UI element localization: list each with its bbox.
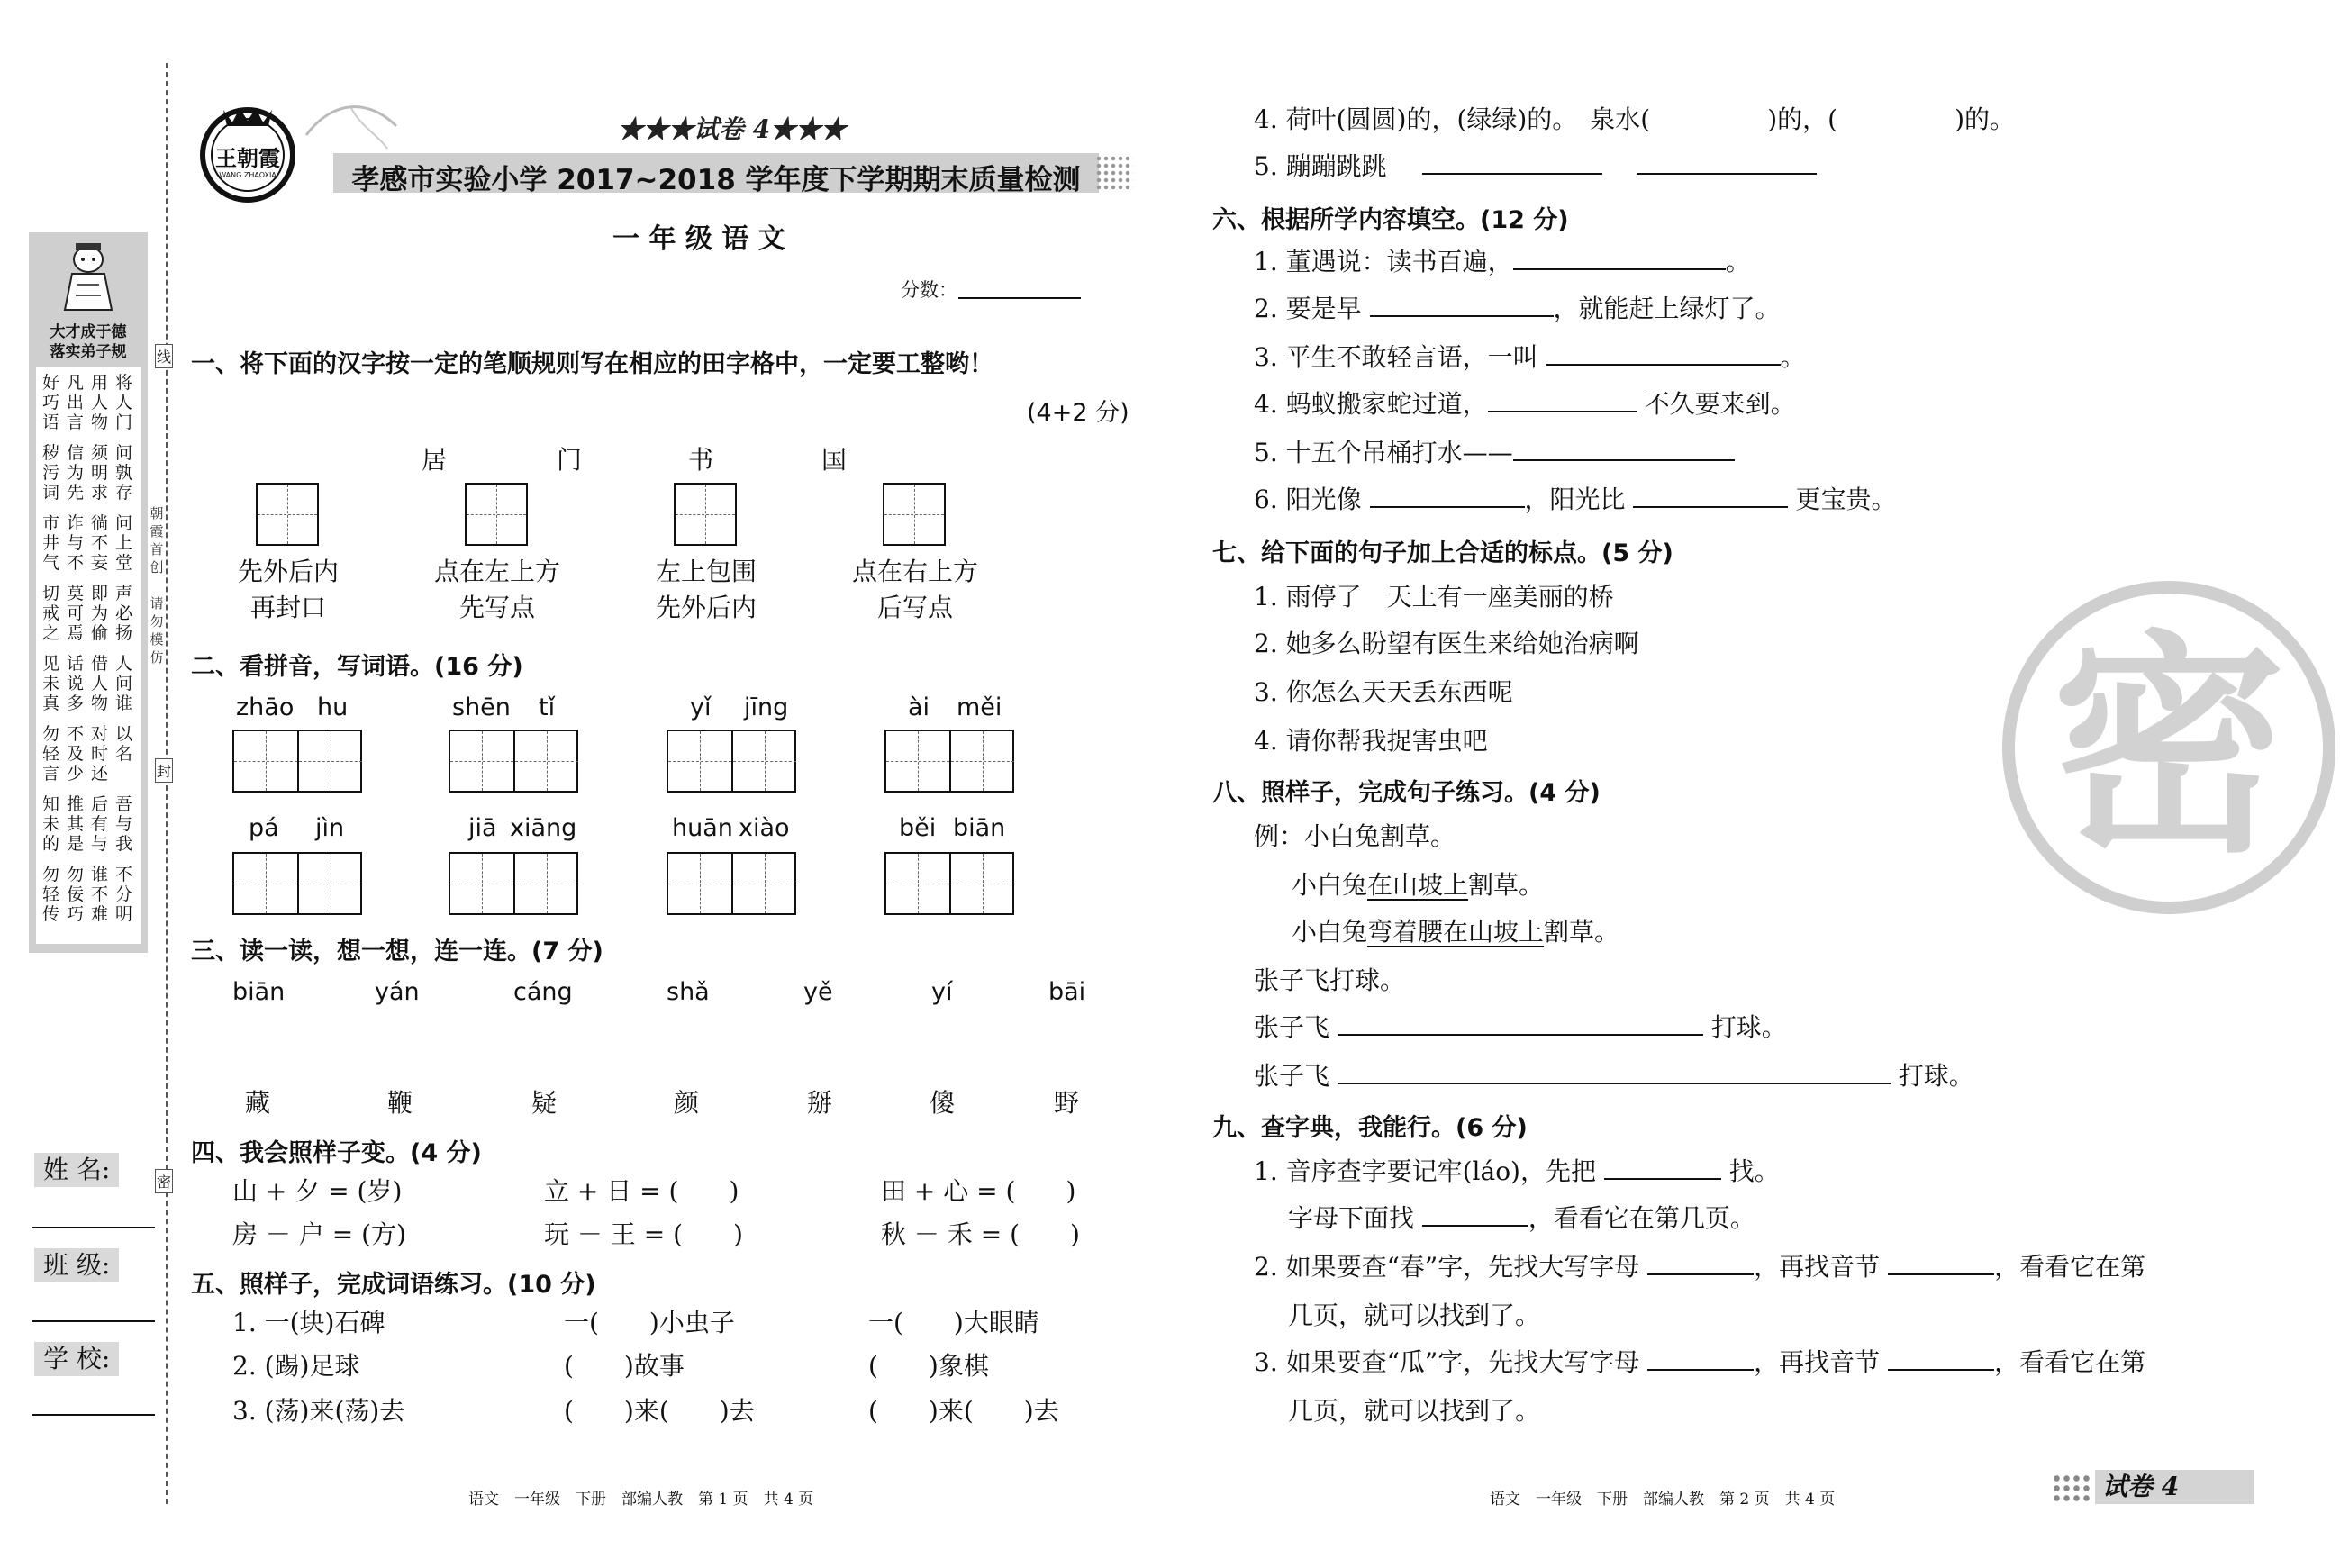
answer-blank[interactable]	[1370, 485, 1525, 508]
pinyin: ài	[908, 693, 930, 721]
answer-blank[interactable]	[1637, 151, 1817, 175]
q9-text: ，再找音节	[1754, 1347, 1889, 1377]
q1-rule: 点在右上方	[851, 557, 978, 586]
slogan-1: 大才成于德	[50, 323, 127, 341]
q4-heading: 四、我会照样子变。(4 分)	[191, 1139, 482, 1167]
word-box[interactable]	[884, 852, 1014, 915]
q6-text: 3. 平生不敢轻言语，一叫	[1254, 342, 1546, 372]
q6-text: 1. 董遇说：读书百遍，	[1254, 247, 1513, 276]
q4-item[interactable]: 立 + 日 = ( )	[544, 1176, 739, 1206]
q7-item[interactable]: 4. 请你帮我捉害虫吧	[1254, 726, 1488, 756]
q1-rule: 先写点	[458, 593, 535, 622]
q4-item: 山 + 夕 = (岁)	[232, 1176, 403, 1206]
score-label: 分数：	[901, 279, 957, 301]
school-field[interactable]	[32, 1414, 155, 1416]
q8-text: 打球。	[1702, 1012, 1787, 1042]
pinyin: xiāng	[510, 814, 577, 842]
proverb-column: 诈 与 不	[66, 513, 84, 573]
name-field[interactable]	[32, 1227, 155, 1228]
q9-line: 几页，就可以找到了。	[1288, 1301, 1541, 1330]
answer-blank[interactable]	[1513, 247, 1726, 270]
q9-text: 1. 音序查字要记牢(láo)，先把	[1254, 1156, 1604, 1186]
q8-text: 打球。	[1890, 1061, 1974, 1091]
watermark-text: 密	[2052, 610, 2286, 884]
word-box[interactable]	[449, 852, 578, 915]
proverb-column: 用 人 物	[90, 373, 108, 432]
q7-heading: 七、给下面的句子加上合适的标点。(5 分)	[1212, 539, 1673, 567]
q3-char: 藏	[245, 1088, 271, 1118]
word-box[interactable]	[884, 730, 1014, 793]
side-note: 朝 霞 首 创 请 勿 模 仿	[150, 505, 164, 666]
q6-text: ，就能赶上绿灯了。	[1553, 294, 1781, 323]
proverb-group	[41, 724, 141, 787]
proverb-column: 以 名	[114, 724, 132, 764]
answer-blank[interactable]	[1647, 1252, 1754, 1275]
proverb-column: 好 巧 语	[41, 373, 59, 432]
pinyin: jìn	[315, 814, 345, 842]
q9-text: 找。	[1720, 1156, 1780, 1186]
footer-badge: 试卷 4	[2095, 1470, 2254, 1504]
proverb-group	[41, 654, 141, 717]
q9-text: ，看看它在第	[1994, 1347, 2146, 1377]
q6-item	[1254, 389, 1796, 420]
cut-line	[166, 63, 168, 1504]
q3-char: 傻	[930, 1088, 956, 1118]
q3-char: 颜	[674, 1088, 700, 1118]
proverb-column: 信 为 先	[66, 443, 84, 503]
q9-heading: 九、查字典，我能行。(6 分)	[1212, 1114, 1528, 1142]
pinyin: shēn	[452, 693, 511, 721]
q5-item[interactable]: 一( )大眼睛	[868, 1308, 1039, 1337]
proverb-group	[41, 584, 141, 647]
proverb-column: 声 必 扬	[114, 584, 132, 643]
proverb-column: 勿 轻 言	[41, 724, 59, 784]
proverb-column: 人 问 谁	[114, 654, 132, 713]
pinyin: yán	[375, 978, 420, 1006]
answer-blank[interactable]	[1633, 485, 1788, 508]
q9-text: 2. 如果要查“春”字，先找大写字母	[1254, 1252, 1648, 1282]
q4-item[interactable]: 玩 － 王 = ( )	[544, 1219, 743, 1249]
q8-example-2	[1292, 917, 1619, 947]
q2-heading: 二、看拼音，写词语。(16 分)	[191, 653, 523, 681]
sidebar-strip	[29, 232, 148, 953]
q9-text: ，看看它在第几页。	[1528, 1203, 1755, 1233]
answer-blank[interactable]	[1888, 1252, 1994, 1275]
q6-text: 5. 十五个吊桶打水——	[1254, 438, 1513, 467]
q7-item[interactable]: 3. 你怎么天天丢东西呢	[1254, 677, 1513, 707]
pinyin: biān	[953, 814, 1006, 842]
q6-text: 。	[1725, 247, 1751, 276]
q4-item[interactable]: 田 + 心 = ( )	[881, 1176, 1076, 1206]
q1-heading: 一、将下面的汉字按一定的笔顺规则写在相应的田字格中，一定要工整哟！	[191, 350, 993, 378]
tianzige-box[interactable]	[256, 483, 319, 546]
q3-heading: 三、读一读，想一想，连一连。(7 分)	[191, 938, 603, 965]
title-dots	[1095, 155, 1133, 191]
q8-text: 张子飞	[1254, 1061, 1338, 1091]
q3-char: 鞭	[387, 1088, 413, 1118]
answer-blank[interactable]	[1513, 438, 1735, 461]
answer-blank[interactable]	[1422, 151, 1602, 175]
q6-text: 2. 要是早	[1254, 294, 1370, 323]
q8-example-1	[1292, 870, 1544, 901]
proverb-column: 后 有 与	[90, 794, 108, 854]
subject-title: 一 年 级 语 文	[612, 223, 785, 255]
q1-rule: 后写点	[876, 593, 953, 622]
logo-text: 王朝霞	[215, 145, 280, 171]
score-field[interactable]	[958, 297, 1081, 299]
proverb-column: 徜 不 妄	[90, 513, 108, 573]
mascot-icon	[56, 240, 121, 312]
q6-heading: 六、根据所学内容填空。(12 分)	[1212, 206, 1569, 234]
q1-char: 居	[422, 445, 448, 475]
pinyin: yě	[803, 978, 833, 1006]
q6-text: 6. 阳光像	[1254, 485, 1370, 514]
q3-char: 掰	[807, 1088, 833, 1118]
footer-badge-dots	[2052, 1473, 2091, 1504]
q1-rule: 再封口	[249, 593, 326, 622]
pinyin: hu	[317, 693, 349, 721]
q5-item-4-c: )的。	[1955, 104, 2016, 134]
q8-answer-2	[1254, 1061, 1974, 1092]
answer-blank[interactable]	[1338, 1012, 1703, 1036]
answer-blank[interactable]	[1422, 1203, 1528, 1227]
q9-text: 字母下面找	[1288, 1203, 1422, 1233]
pinyin: yǐ	[690, 693, 712, 721]
pinyin: biān	[232, 978, 286, 1006]
answer-blank[interactable]	[1546, 342, 1781, 366]
q5-item-4-b: )的，(	[1767, 104, 1838, 134]
q5-item: 1. 一(块)石碑	[232, 1308, 385, 1337]
proverb-column: 莫 可 焉	[66, 584, 84, 643]
logo-sub: WANG ZHAOXIA	[219, 171, 277, 179]
answer-blank[interactable]	[1488, 389, 1637, 412]
q6-text: 4. 蚂蚁搬家蛇过道，	[1254, 389, 1488, 419]
proverb-column: 见 未 真	[41, 654, 59, 713]
answer-blank[interactable]	[1370, 294, 1554, 317]
proverb-column: 对 时 还	[90, 724, 108, 784]
q5-item[interactable]: 一( )小虫子	[564, 1308, 735, 1337]
school-label: 学 校:	[34, 1342, 119, 1376]
q1-rule: 先外后内	[237, 557, 339, 586]
q4-item[interactable]: 秋 － 禾 = ( )	[881, 1219, 1080, 1249]
tianzige-box[interactable]	[883, 483, 946, 546]
proverb-group	[41, 794, 141, 857]
q8-underlined: 在山坡上	[1367, 870, 1469, 900]
proverb-column: 须 明 求	[90, 443, 108, 503]
pinyin: jiā	[468, 814, 497, 842]
pinyin: xiào	[739, 814, 790, 842]
q6-item	[1254, 438, 1735, 468]
q9-line	[1254, 1252, 2145, 1282]
q8-text: 割草。	[1468, 870, 1545, 900]
tianzige-box[interactable]	[465, 483, 528, 546]
q5-heading: 五、照样子，完成词语练习。(10 分)	[191, 1271, 596, 1299]
q8-answer-1	[1254, 1012, 1787, 1043]
seal-word-line: 线	[155, 344, 173, 368]
answer-blank[interactable]	[1888, 1347, 1994, 1371]
q8-text: 张子飞	[1254, 1012, 1338, 1042]
proverb-group	[41, 865, 141, 928]
q6-text: 不久要来到。	[1644, 389, 1796, 419]
q6-item	[1254, 342, 1806, 373]
q1-points: (4+2 分)	[1027, 399, 1129, 427]
pinyin: yí	[931, 978, 953, 1006]
exam-title: 孝感市实验小学 2017~2018 学年度下学期期末质量检测	[351, 164, 1081, 196]
q5-item[interactable]: ( )象棋	[868, 1351, 989, 1381]
q9-line: 几页，就可以找到了。	[1288, 1396, 1541, 1426]
q5-item: 2. (踢)足球	[232, 1351, 360, 1381]
pinyin: bāi	[1048, 978, 1086, 1006]
proverb-column: 勿 佞 巧	[66, 865, 84, 924]
proverb-column: 问 上 堂	[114, 513, 132, 573]
q5-item[interactable]: ( )来( )去	[868, 1396, 1059, 1426]
q6-item	[1254, 247, 1751, 277]
q6-text: ，阳光比	[1524, 485, 1634, 514]
proverb-column: 市 井 气	[41, 513, 59, 573]
q5-item-4-a: 4. 荷叶(圆圆)的，(绿绿)的。 泉水(	[1254, 104, 1651, 134]
q9-text: ，再找音节	[1754, 1252, 1889, 1282]
seal-word-secret: 密	[155, 1169, 173, 1193]
pinyin: měi	[957, 693, 1002, 721]
pinyin: jīng	[744, 693, 789, 721]
page-footer-left: 语文 一年级 下册 部编人教 第 1 页 共 4 页	[468, 1491, 814, 1509]
q7-item[interactable]: 2. 她多么盼望有医生来给她治病啊	[1254, 629, 1639, 658]
q6-item	[1254, 294, 1781, 324]
word-box[interactable]	[667, 730, 796, 793]
proverb-column: 借 人 物	[90, 654, 108, 713]
class-label: 班 级:	[34, 1248, 119, 1282]
q5-item-5	[1254, 151, 1817, 182]
word-box[interactable]	[232, 730, 362, 793]
q3-char: 疑	[531, 1088, 558, 1118]
pinyin: huān	[672, 814, 733, 842]
q8-task: 张子飞打球。	[1254, 965, 1406, 995]
proverb-column: 问 孰 存	[114, 443, 132, 503]
q8-heading: 八、照样子，完成句子练习。(4 分)	[1212, 779, 1601, 807]
answer-blank[interactable]	[1647, 1347, 1754, 1371]
q6-text: 。	[1780, 342, 1806, 372]
q5-item: 3. (荡)来(荡)去	[232, 1396, 405, 1426]
q1-rule: 先外后内	[655, 593, 757, 622]
proverb-group	[41, 513, 141, 576]
proverb-column: 勿 轻 传	[41, 865, 59, 924]
q8-text: 小白兔	[1292, 917, 1368, 947]
proverb-column: 吾 与 我	[114, 794, 132, 854]
test-badge: ★★★试卷 4★★★	[618, 114, 847, 144]
q5-item-5-text: 5. 蹦蹦跳跳	[1254, 151, 1387, 181]
pinyin: pá	[249, 814, 279, 842]
q5-item[interactable]: ( )故事	[564, 1351, 685, 1381]
secret-seal-icon	[1998, 576, 2286, 919]
proverb-group	[41, 373, 141, 436]
q5-item-4[interactable]	[1254, 104, 2015, 135]
q8-text: 小白兔	[1292, 870, 1368, 900]
q1-char: 书	[688, 445, 714, 475]
q6-text: 更宝贵。	[1795, 485, 1897, 514]
pinyin: shǎ	[667, 978, 710, 1006]
proverb-column: 谁 不 难	[90, 865, 108, 924]
class-field[interactable]	[32, 1320, 155, 1322]
word-box[interactable]	[232, 852, 362, 915]
publisher-logo	[196, 101, 299, 204]
pinyin: cáng	[513, 978, 573, 1006]
pinyin: zhāo	[236, 693, 295, 721]
proverb-panel	[36, 367, 141, 944]
q1-char: 门	[557, 445, 583, 475]
q1-rule: 左上包围	[655, 557, 757, 586]
q9-line	[1288, 1203, 1755, 1234]
proverb-column: 即 为 偷	[90, 584, 108, 643]
q9-text: ，看看它在第	[1994, 1252, 2146, 1282]
proverb-column: 推 其 是	[66, 794, 84, 854]
q8-example: 例：小白兔割草。	[1254, 821, 1456, 851]
proverb-column: 秽 污 词	[41, 443, 59, 503]
page-footer-right: 语文 一年级 下册 部编人教 第 2 页 共 4 页	[1490, 1491, 1836, 1509]
q8-underlined: 弯着腰在山坡上	[1367, 917, 1545, 947]
proverb-column: 知 未 的	[41, 794, 59, 854]
q3-char: 野	[1054, 1088, 1080, 1118]
q5-item[interactable]: ( )来( )去	[564, 1396, 755, 1426]
tianzige-box[interactable]	[674, 483, 737, 546]
ribbon-decoration	[297, 99, 405, 153]
proverb-column: 将 人 门	[114, 373, 132, 432]
q6-item	[1254, 485, 1896, 515]
word-box[interactable]	[667, 852, 796, 915]
word-box[interactable]	[449, 730, 578, 793]
q9-line	[1254, 1347, 2145, 1378]
pinyin: tǐ	[539, 693, 556, 721]
q4-item: 房 － 户 = (方)	[232, 1219, 406, 1249]
q9-line	[1254, 1156, 1780, 1187]
answer-blank[interactable]	[1338, 1061, 1891, 1084]
q8-text: 割草。	[1544, 917, 1620, 947]
seal-word-seal: 封	[155, 758, 173, 783]
q9-text: 3. 如果要查“瓜”字，先找大写字母	[1254, 1347, 1648, 1377]
q1-rule: 点在左上方	[433, 557, 560, 586]
proverb-column: 话 说 多	[66, 654, 84, 713]
name-label: 姓 名:	[34, 1153, 119, 1187]
q7-item[interactable]: 1. 雨停了 天上有一座美丽的桥	[1254, 582, 1614, 612]
proverb-column: 不 分 明	[114, 865, 132, 924]
proverb-column: 切 戒 之	[41, 584, 59, 643]
slogan-2: 落实弟子规	[50, 343, 127, 361]
proverb-group	[41, 443, 141, 506]
proverb-column: 凡 出 言	[66, 373, 84, 432]
pinyin: běi	[899, 814, 937, 842]
q1-char: 国	[821, 445, 848, 475]
proverb-column: 不 及 少	[66, 724, 84, 784]
answer-blank[interactable]	[1604, 1156, 1721, 1180]
